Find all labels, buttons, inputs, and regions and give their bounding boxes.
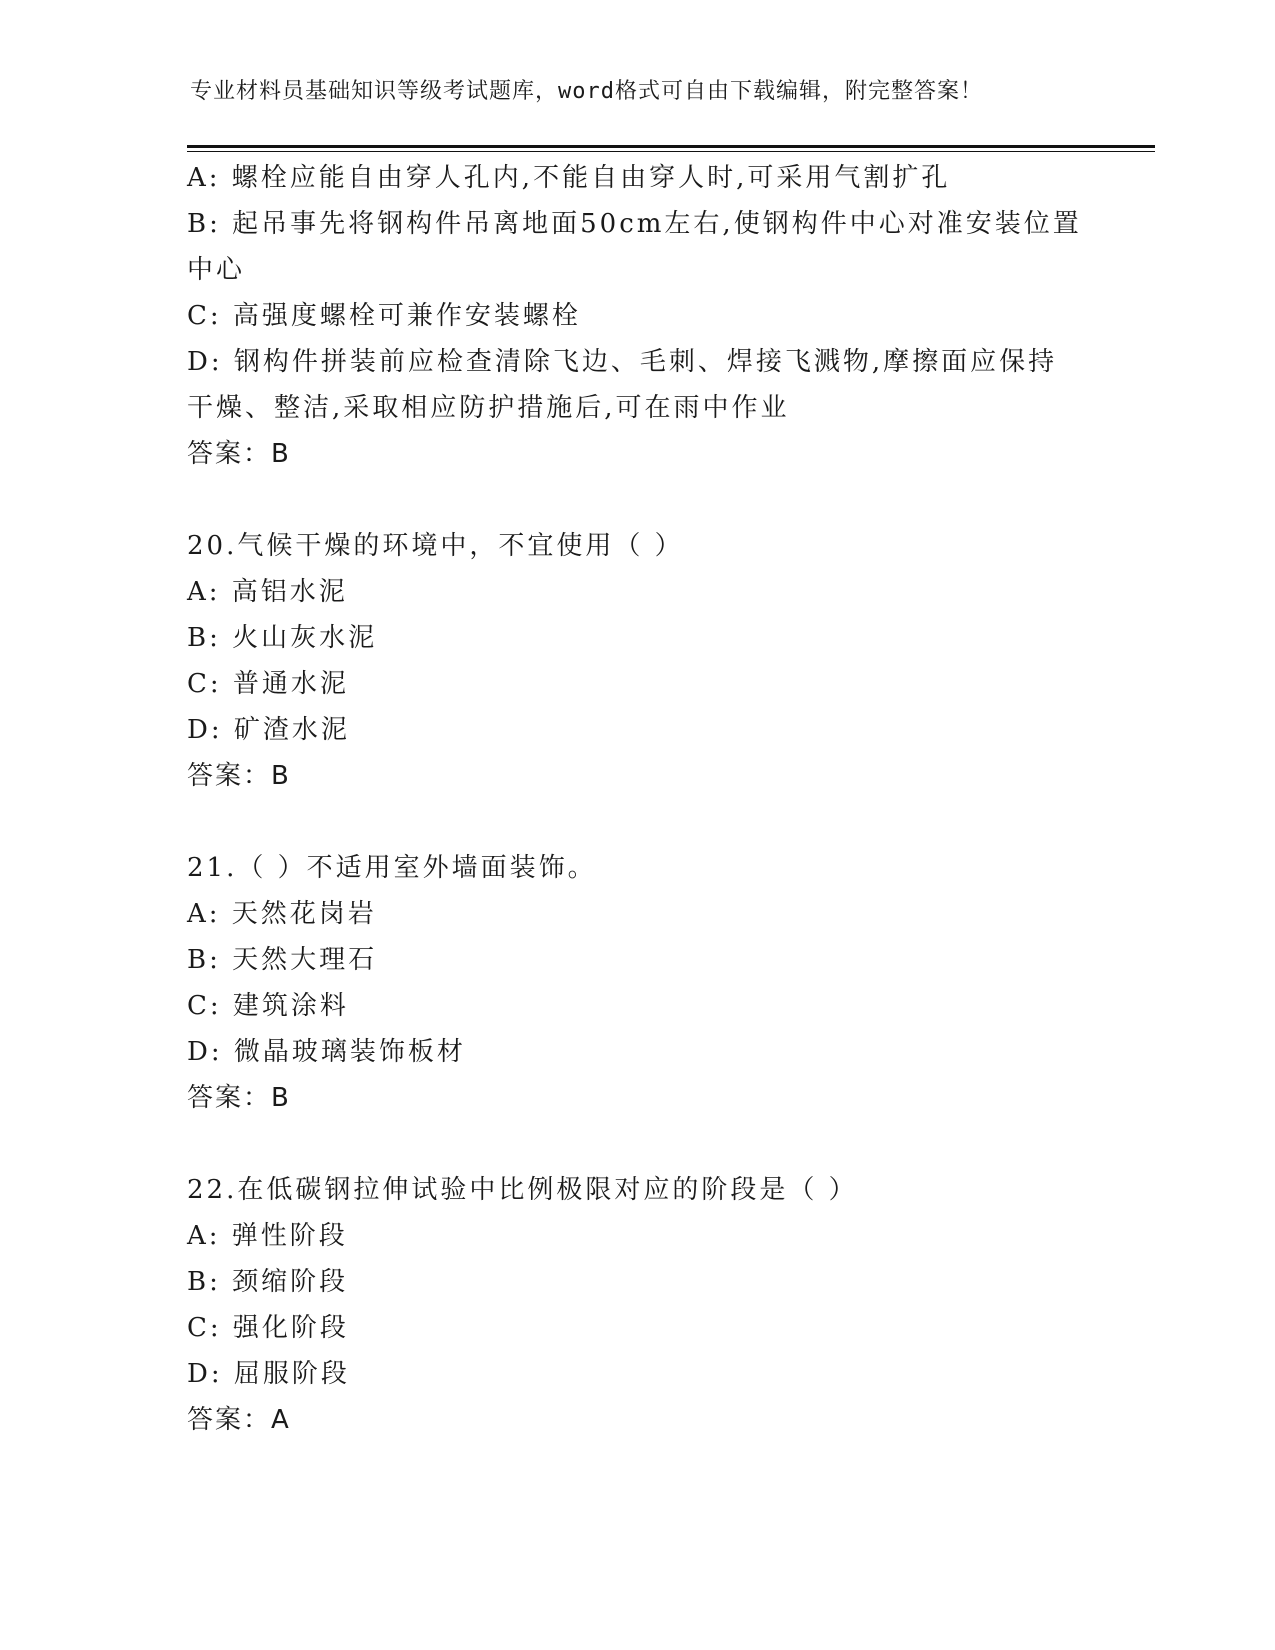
option-d: D: 屈服阶段 [187, 1359, 350, 1389]
option-c: C: 强化阶段 [187, 1313, 349, 1343]
answer-line: 答案：B [187, 439, 291, 469]
option-b: B: 起吊事先将钢构件吊离地面50cm左右,使钢构件中心对准安装位置 [187, 209, 1082, 239]
spacer [187, 799, 1087, 845]
option-b: B: 天然大理石 [187, 945, 378, 975]
option-a: A: 螺栓应能自由穿人孔内,不能自由穿人时,可采用气割扩孔 [187, 163, 951, 193]
header-rule-thin [187, 151, 1155, 152]
question-stem: 22.在低碳钢拉伸试验中比例极限对应的阶段是（ ） [187, 1175, 858, 1205]
question-22 [187, 1167, 1087, 1443]
question-19 [187, 155, 1087, 477]
question-list [187, 155, 1087, 1443]
option-d: D: 微晶玻璃装饰板材 [187, 1037, 466, 1067]
spacer [187, 1121, 1087, 1167]
question-21 [187, 845, 1087, 1121]
option-d: D: 钢构件拼装前应检查清除飞边、毛刺、焊接飞溅物,摩擦面应保持 [187, 347, 1058, 377]
question-stem: 21.（ ）不适用室外墙面装饰。 [187, 853, 597, 883]
option-b: B: 火山灰水泥 [187, 623, 378, 653]
option-a: A: 天然花岗岩 [187, 899, 377, 929]
option-d-continued: 干燥、整洁,采取相应防护措施后,可在雨中作业 [187, 393, 790, 423]
header-rule-thick [187, 145, 1155, 148]
answer-line: 答案：B [187, 761, 291, 791]
option-c: C: 高强度螺栓可兼作安装螺栓 [187, 301, 581, 331]
page-header: 专业材料员基础知识等级考试题库，word格式可自由下载编辑，附完整答案！ [190, 79, 983, 104]
option-d: D: 矿渣水泥 [187, 715, 350, 745]
option-b: B: 颈缩阶段 [187, 1267, 349, 1297]
answer-line: 答案：B [187, 1083, 291, 1113]
answer-line: 答案：A [187, 1405, 291, 1435]
option-a: A: 弹性阶段 [187, 1221, 348, 1251]
option-b-continued: 中心 [187, 255, 246, 285]
question-20 [187, 523, 1087, 799]
option-a: A: 高铝水泥 [187, 577, 348, 607]
option-c: C: 建筑涂料 [187, 991, 349, 1021]
spacer [187, 477, 1087, 523]
option-c: C: 普通水泥 [187, 669, 349, 699]
question-stem: 20.气候干燥的环境中，不宜使用（ ） [187, 531, 684, 561]
